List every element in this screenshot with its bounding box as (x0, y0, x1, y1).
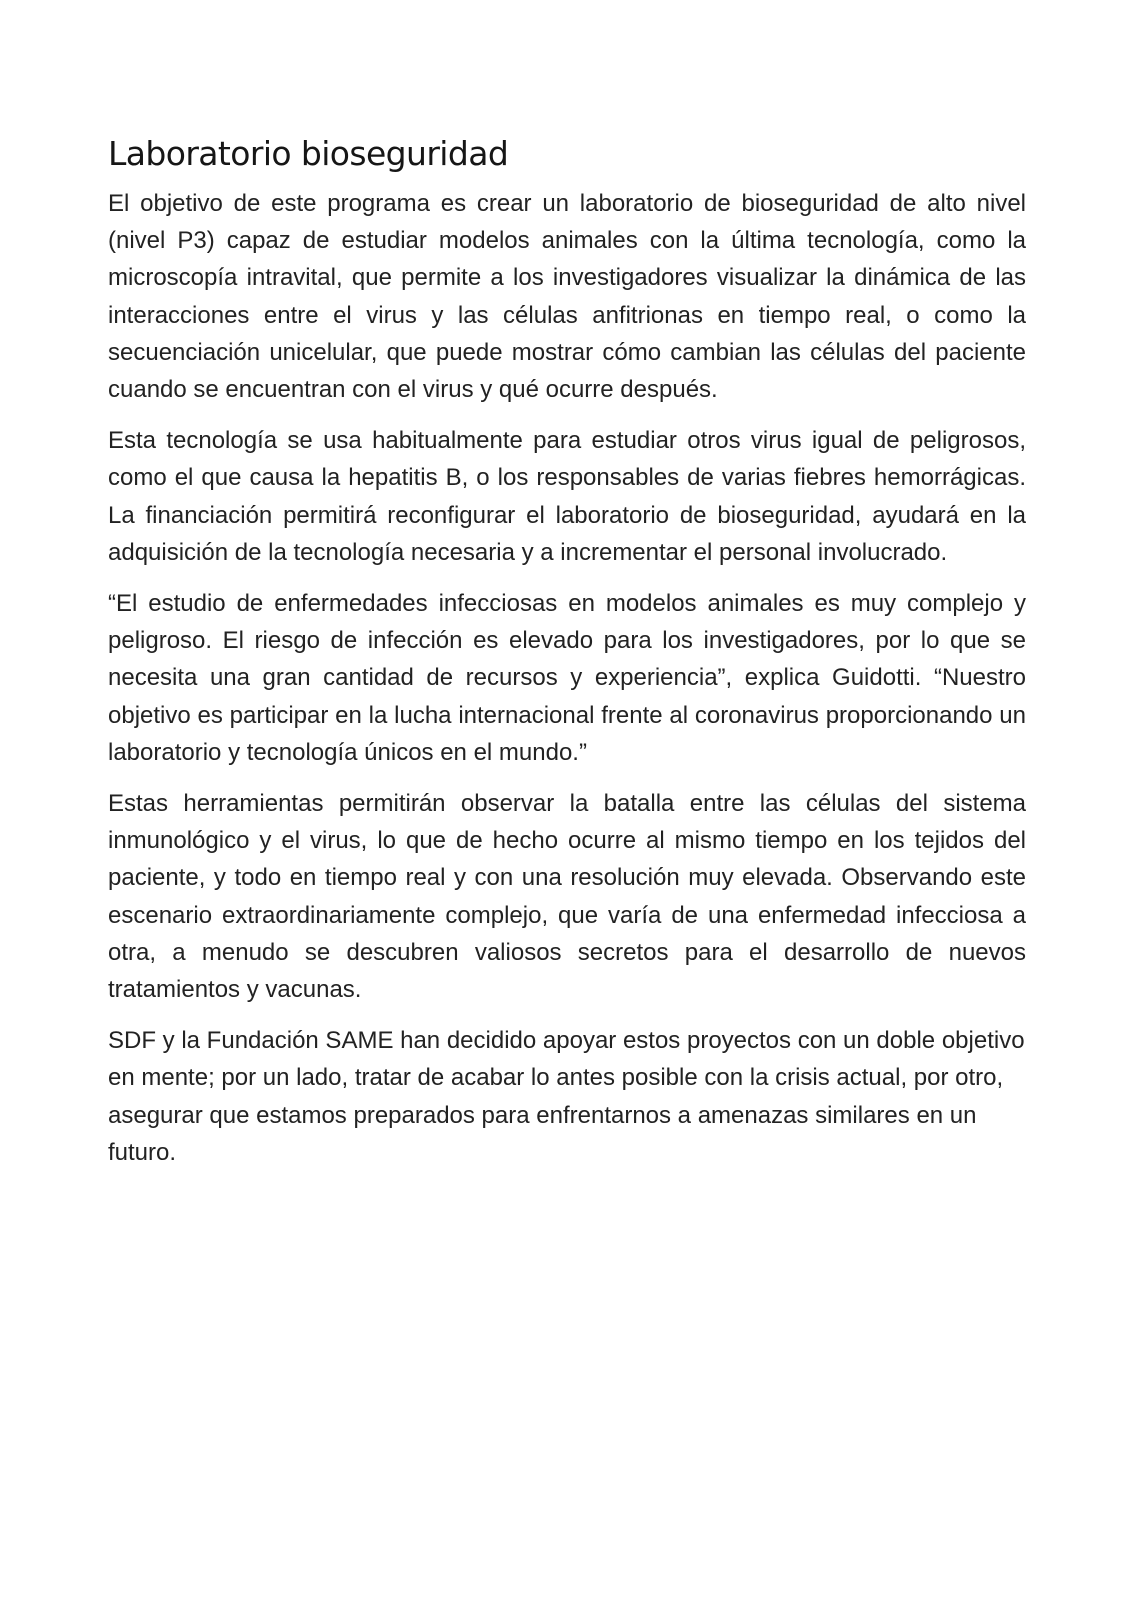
paragraph-quote: “El estudio de enfermedades infecciosas en modelos animales es muy complejo y peligroso. El riesgo de infección es elevado para los investigadores, por lo que se necesita una gran cantidad de recursos y experiencia”, explica Guidotti. “Nuestro objetivo es participar en la lucha internacional frente al coronavirus proporcionando un laboratorio y tecnología únicos en el mundo.” (108, 590, 1026, 766)
paragraph-support: SDF y la Fundación SAME han decidido apoyar estos proyectos con un doble objetivo en mente; por un lado, tratar de acabar lo antes posible con la crisis actual, por otro, asegurar que estamos preparados para enfrentarnos a amenazas similares en un futuro. (108, 1027, 1025, 1166)
document-content (108, 132, 1026, 1185)
paragraph-technology: Esta tecnología se usa habitualmente para estudiar otros virus igual de peligrosos, como el que causa la hepatitis B, o los responsables de varias fiebres hemorrágicas. La financiación permitirá reconfigurar el laboratorio de bioseguridad, ayudará en la adquisición de la tecnología necesaria y a incrementar el personal involucrado. (108, 427, 1026, 566)
paragraph-tools: Estas herramientas permitirán observar la batalla entre las células del sistema inmunológico y el virus, lo que de hecho ocurre al mismo tiempo en los tejidos del paciente, y todo en tiempo real y con una resolución muy elevada. Observando este escenario extraordinariamente complejo, que varía de una enfermedad infecciosa a otra, a menudo se descubren valiosos secretos para el desarrollo de nuevos tratamientos y vacunas. (108, 790, 1026, 1004)
paragraph-objective: El objetivo de este programa es crear un laboratorio de bioseguridad de alto nivel (nivel P3) capaz de estudiar modelos animales con la última tecnología, como la microscopía intravital, que permite a los investigadores visualizar la dinámica de las interacciones entre el virus y las células anfitrionas en tiempo real, o como la secuenciación unicelular, que puede mostrar cómo cambian las células del paciente cuando se encuentran con el virus y qué ocurre después. (108, 190, 1026, 404)
document-title: Laboratorio bioseguridad (108, 134, 509, 173)
